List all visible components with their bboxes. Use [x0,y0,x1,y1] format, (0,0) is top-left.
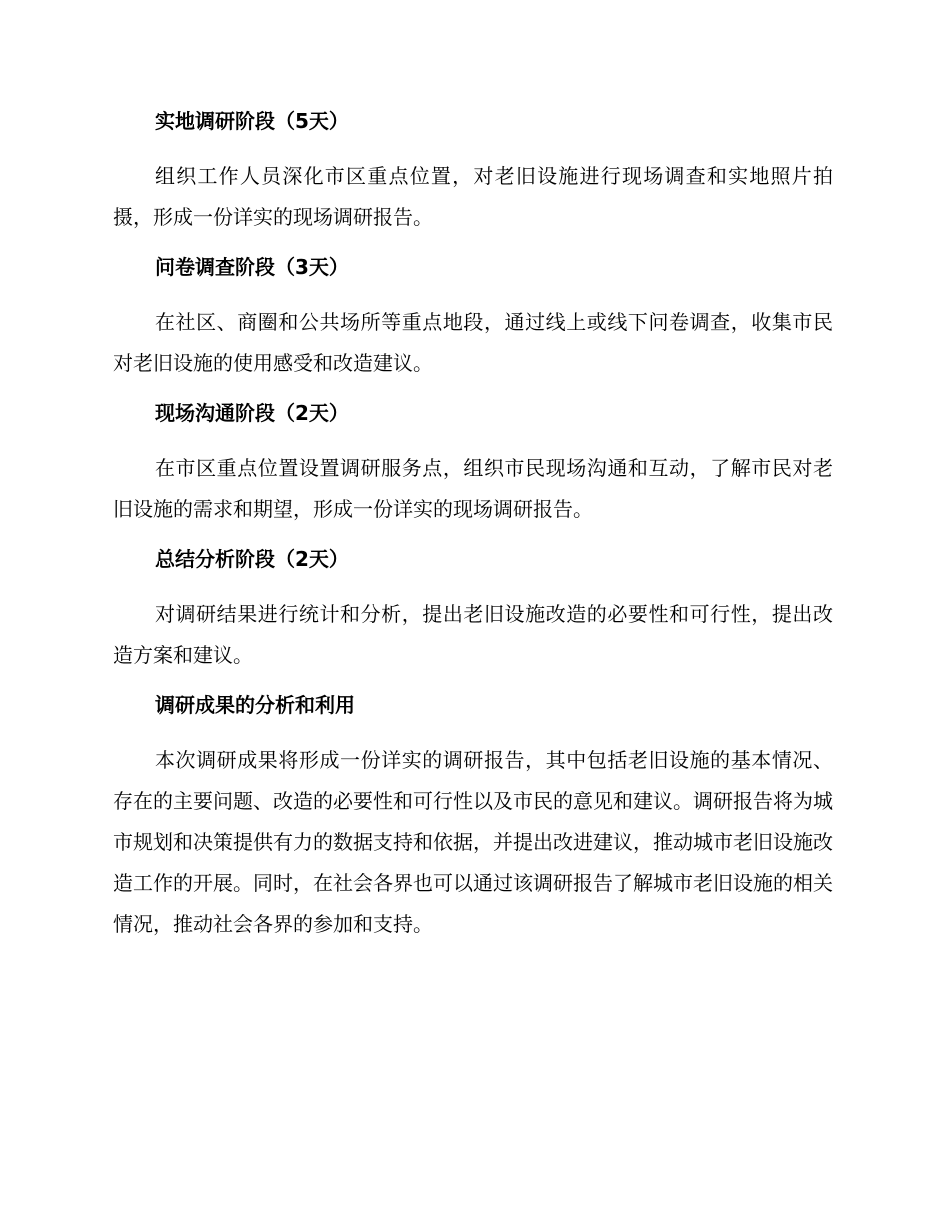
section-paragraph-results-usage: 本次调研成果将形成一份详实的调研报告，其中包括老旧设施的基本情况、存在的主要问题、改造的必要性和可行性以及市民的意见和建议。调研报告将为城市规划和决策提供有力的数据支持和依据，并提出改进建议，推动城市老旧设施改造工作的开展。同时，在社会各界也可以通过该调研报告了解城市老旧设施的相关情况，推动社会各界的参加和支持。 [113,748,833,936]
section-heading-field-research: 实地调研阶段（5天） [155,109,349,133]
document-body [113,106,833,945]
section-heading-onsite-communication: 现场沟通阶段（2天） [155,401,349,425]
section-heading-summary-analysis: 总结分析阶段（2天） [155,547,349,571]
section-paragraph-field-research: 组织工作人员深化市区重点位置，对老旧设施进行现场调查和实地照片拍摄，形成一份详实的现场调研报告。 [113,164,833,229]
section-paragraph-questionnaire: 在社区、商圈和公共场所等重点地段，通过线上或线下问卷调查，收集市民对老旧设施的使用感受和改造建议。 [113,310,833,375]
section-paragraph-summary-analysis: 对调研结果进行统计和分析，提出老旧设施改造的必要性和可行性，提出改造方案和建议。 [113,602,833,667]
section-paragraph-onsite-communication: 在市区重点位置设置调研服务点，组织市民现场沟通和互动，了解市民对老旧设施的需求和期望，形成一份详实的现场调研报告。 [113,456,833,521]
section-heading-questionnaire: 问卷调查阶段（3天） [155,255,349,279]
section-heading-results-usage: 调研成果的分析和利用 [155,693,355,717]
